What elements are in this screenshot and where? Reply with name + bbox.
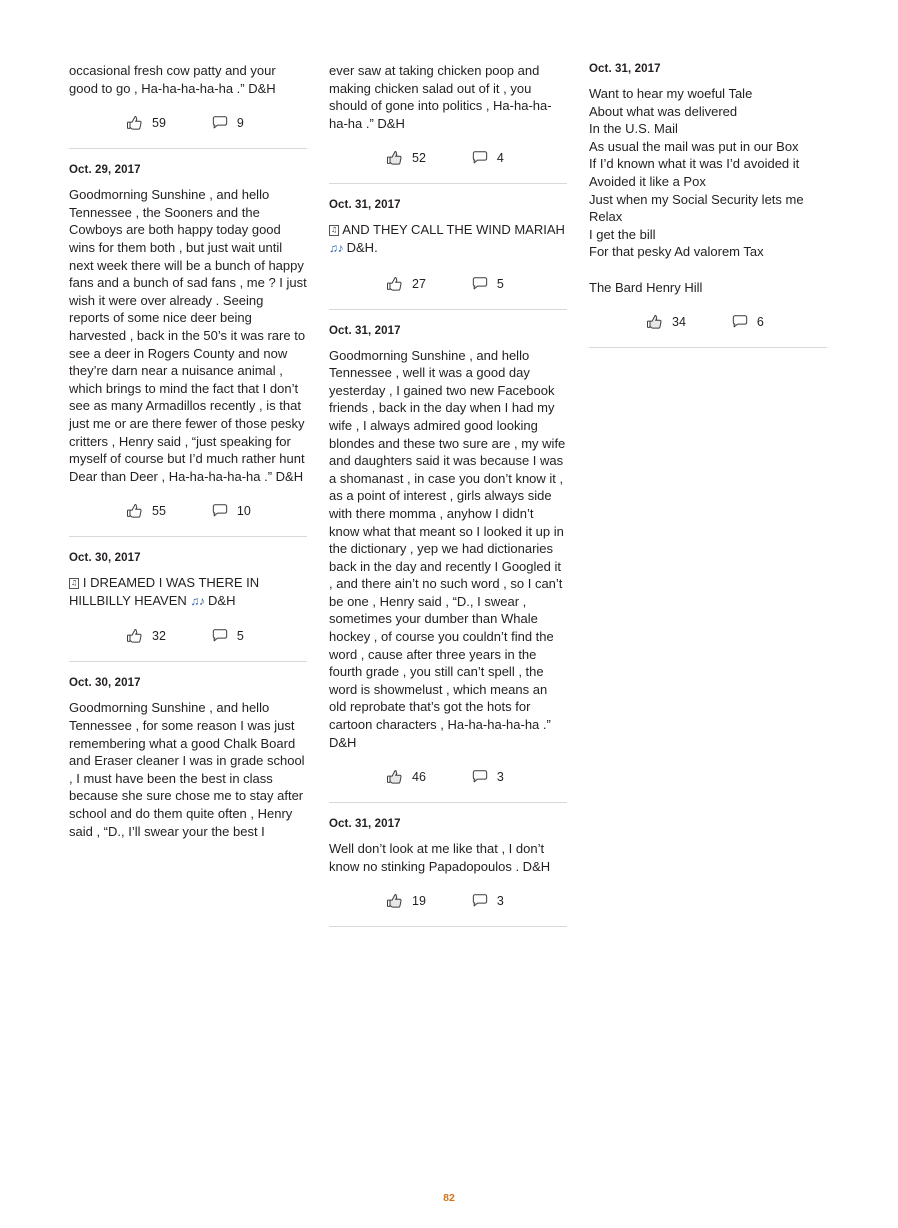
comment-bubble-icon	[470, 891, 490, 911]
like-stat[interactable]	[125, 113, 166, 133]
post-date: Oct. 30, 2017	[69, 677, 141, 690]
post-divider	[329, 183, 567, 184]
comment-count: 5	[496, 276, 504, 291]
comment-bubble-icon	[730, 312, 750, 332]
comment-bubble-icon	[470, 148, 490, 168]
post-stats	[69, 113, 307, 133]
like-count: 52	[412, 151, 426, 166]
like-count: 59	[152, 116, 166, 131]
post-stats	[589, 312, 827, 332]
like-stat[interactable]	[385, 891, 426, 911]
like-stat[interactable]	[385, 274, 426, 294]
comment-stat[interactable]	[470, 767, 504, 787]
post-entry	[589, 62, 827, 348]
post-body	[69, 574, 307, 610]
poem-line: I get the bill	[589, 226, 656, 242]
post-body: occasional fresh cow patty and your good to go , Ha-ha-ha-ha-ha .” D&H	[69, 63, 276, 96]
column-2	[329, 62, 567, 941]
post-body: Goodmorning Sunshine , and hello Tennessee , well it was a good day yesterday , I gained two new Facebook friends , back in the day when I had my wife , I always admired good looking blondes and these two sure are , my wife and daughters said it was because I was a shomanast , in case you don’t know it , as a point of interest , girls always side with there momma , anyhow I didn’t know what that meant so I looked it up in the dictionary , yep we had dictionaries back in the day and recently I Googled it , and there ain’t no such word , so I can’t be one , Henry said , “D., I swear , sometimes your dumber than Whale hockey , of course you couldn’t find the word , cause after three years in the fourth grade , you still can’t spell , the word is showmelust , which means an old reprobate that’s got the hots for cartoon characters , Ha-ha-ha-ha-ha .” D&H	[329, 347, 566, 750]
music-note-icon: ♫♪	[329, 240, 343, 255]
thumbs-up-icon	[645, 312, 665, 332]
thumbs-up-icon	[385, 148, 405, 168]
comment-stat[interactable]	[730, 312, 764, 332]
poem-line: As usual the mail was put in our Box	[589, 138, 799, 154]
comment-count: 6	[756, 315, 764, 330]
thumbs-up-icon	[385, 767, 405, 787]
post-body	[329, 221, 567, 257]
like-stat[interactable]	[385, 767, 426, 787]
post-entry	[69, 676, 307, 840]
comment-bubble-icon	[470, 274, 490, 294]
comment-count: 3	[496, 770, 504, 785]
comment-stat[interactable]	[470, 891, 504, 911]
like-count: 32	[152, 629, 166, 644]
comment-count: 3	[496, 894, 504, 909]
post-date: Oct. 29, 2017	[69, 164, 141, 177]
poem-line: Avoided it like a Pox	[589, 173, 706, 189]
like-count: 19	[412, 894, 426, 909]
comment-bubble-icon	[470, 767, 490, 787]
post-divider	[69, 661, 307, 662]
post-divider	[329, 309, 567, 310]
post-poem	[589, 85, 827, 296]
post-body-text: AND THEY CALL THE WIND MARIAH	[342, 222, 565, 238]
like-count: 55	[152, 504, 166, 519]
post-body-suffix: D&H.	[346, 239, 378, 255]
poem-blank-line	[589, 261, 827, 279]
post-entry	[329, 324, 567, 804]
post-entry	[329, 62, 567, 184]
comment-bubble-icon	[210, 626, 230, 646]
poem-line: For that pesky Ad valorem Tax	[589, 244, 764, 260]
comment-bubble-icon	[210, 113, 230, 133]
like-count: 34	[672, 315, 686, 330]
post-body: Goodmorning Sunshine , and hello Tennessee , the Sooners and the Cowboys are both happy today good wins for them both , but just wait until next week there will be a bunch of happy fans and a bunch of sad fans , me ? I just wish it were over already . Seeing reports of some nice deer being harvested , back in the 50’s it was rare to see a deer in Rogers County and now they’re darn near a nuisance animal , which brings to mind the fact that I don’t see as many Armadillos recently , is that just me or are there fewer of those pesky critters , Henry said , “just speaking for myself of course but I’d much rather hunt Dear than Deer , Ha-ha-ha-ha-ha .” D&H	[69, 187, 307, 484]
comment-count: 10	[236, 504, 251, 519]
post-date: Oct. 31, 2017	[329, 324, 401, 337]
post-stats	[329, 767, 567, 787]
column-1	[69, 62, 307, 840]
post-body: Well don’t look at me like that , I don’t know no stinking Papadopoulos . D&H	[329, 841, 551, 874]
post-stats	[329, 274, 567, 294]
poem-line: Just when my Social Security lets me Relax	[589, 191, 804, 225]
like-stat[interactable]	[645, 312, 686, 332]
post-divider	[329, 802, 567, 803]
post-stats	[69, 501, 307, 521]
post-entry	[69, 551, 307, 662]
post-date: Oct. 31, 2017	[329, 199, 401, 212]
thumbs-up-icon	[125, 113, 145, 133]
post-body-text: I DREAMED I WAS THERE IN HILLBILLY HEAVEN	[69, 575, 260, 608]
comment-stat[interactable]	[470, 274, 504, 294]
comment-stat[interactable]	[470, 148, 504, 168]
music-note-icon: ♫♪	[190, 593, 205, 608]
poem-line: In the U.S. Mail	[589, 121, 678, 137]
comment-stat[interactable]	[210, 501, 251, 521]
post-date: Oct. 30, 2017	[69, 552, 141, 565]
like-stat[interactable]	[125, 501, 166, 521]
post-entry	[69, 163, 307, 537]
music-score-glyph-icon: ♫	[331, 226, 338, 235]
post-divider	[69, 536, 307, 537]
poem-line: About what was delivered	[589, 103, 738, 119]
like-stat[interactable]	[125, 626, 166, 646]
poem-line: Want to hear my woeful Tale	[589, 86, 753, 101]
thumbs-up-icon	[125, 626, 145, 646]
post-entry	[329, 198, 567, 309]
post-divider	[589, 347, 827, 348]
column-3	[589, 62, 827, 362]
post-body: ever saw at taking chicken poop and making chicken salad out of it , you should of gone into politics , Ha-ha-ha-ha-ha .” D&H	[329, 63, 552, 131]
thumbs-up-icon	[385, 274, 405, 294]
post-divider	[69, 148, 307, 149]
page-number: 82	[443, 1192, 455, 1204]
like-stat[interactable]	[385, 148, 426, 168]
thumbs-up-icon	[385, 891, 405, 911]
comment-bubble-icon	[210, 501, 230, 521]
post-body-suffix: D&H	[208, 592, 236, 608]
poem-line: If I’d known what it was I’d avoided it	[589, 156, 800, 172]
three-column-layout	[69, 62, 829, 941]
post-stats	[329, 891, 567, 911]
poem-signature: The Bard Henry Hill	[589, 279, 703, 295]
post-date: Oct. 31, 2017	[329, 818, 401, 831]
post-date: Oct. 31, 2017	[589, 63, 661, 75]
comment-stat[interactable]	[210, 626, 244, 646]
post-body: Goodmorning Sunshine , and hello Tennessee , for some reason I was just remembering what a good Chalk Board and Eraser cleaner I was in grade school , I must have been the best in class because she sure chose me to stay after school and do them quite often , Henry said , “D., I’ll swear your the best I	[69, 700, 305, 839]
comment-count: 5	[236, 629, 244, 644]
thumbs-up-icon	[125, 501, 145, 521]
music-score-glyph-icon: ♫	[71, 579, 78, 588]
like-count: 46	[412, 770, 426, 785]
post-divider	[329, 926, 567, 927]
comment-count: 4	[496, 151, 504, 166]
comment-stat[interactable]	[210, 113, 244, 133]
post-stats	[69, 626, 307, 646]
comment-count: 9	[236, 116, 244, 131]
post-entry	[69, 62, 307, 149]
post-stats	[329, 148, 567, 168]
post-entry	[329, 817, 567, 927]
like-count: 27	[412, 276, 426, 291]
